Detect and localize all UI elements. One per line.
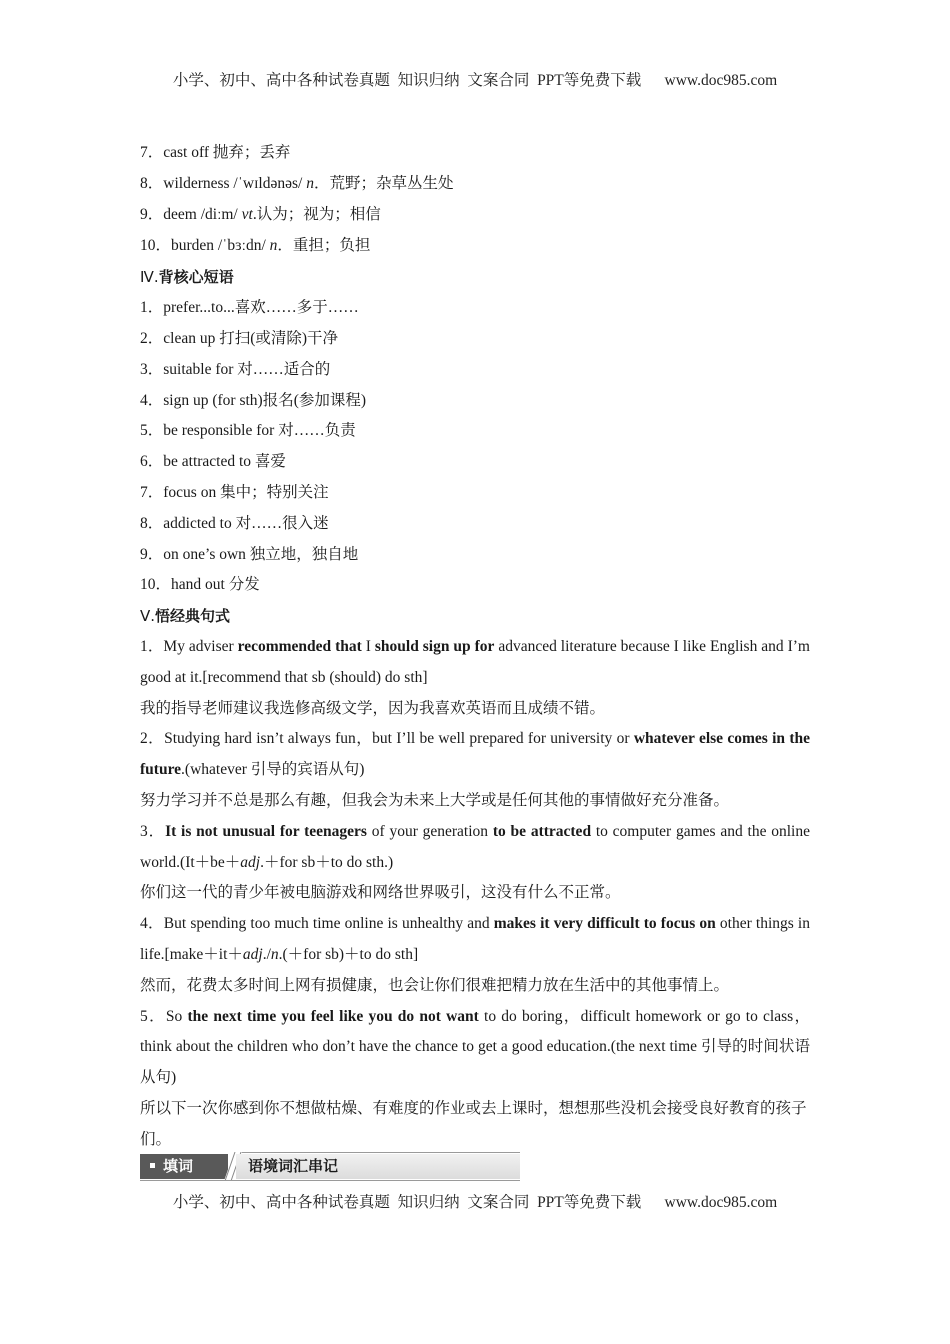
phrase-item: 6．be attracted to 喜爱 [140,453,286,471]
phrase-item: 2．clean up 打扫(或清除)干净 [140,329,339,347]
banner-rule [236,1152,520,1153]
phrase-item: 8．addicted to 对……很入迷 [140,514,329,532]
phrase-item: 7．focus on 集中；特别关注 [140,483,329,501]
sentence-5-english: 5．So the next time you feel like you do not want to do boring，difficult homework or go to class，think about the children who don’t have the chance to get a good education.(the next time 引导的时间状语从句) [140,1007,810,1087]
sentence-4-english: 4．But spending too much time online is unhealthy and makes it very difficult to focus on other things in life.[make＋it＋adj./n.(＋for sb)＋to do sth] [140,915,810,963]
vocab-item: 9．deem /diːm/ vt.认为；视为；相信 [140,205,381,223]
phrase-item: 4．sign up (for sth)报名(参加课程) [140,391,367,409]
sentence-4-translation: 然而，花费太多时间上网有损健康，也会让你们很难把精力放在生活中的其他事情上。 [140,976,730,994]
phrase-item: 10．hand out 分发 [140,576,260,594]
section-banner [140,1152,520,1181]
sentence-1-english: 1．My adviser recommended that I should sign up for advanced literature because I like English and I’m good at it.[recommend that sb (should) do sth] [140,637,810,686]
sentence-2-english: 2．Studying hard isn’t always fun，but I’ll be well prepared for university or whatever else comes in the future.(whatever 引导的宾语从句) [140,730,810,779]
page-header: 小学、初中、高中各种试卷真题 知识归纳 文案合同 PPT等免费下载 www.doc985.com [172,72,778,89]
sentence-1-translation: 我的指导老师建议我选修高级文学，因为我喜欢英语而且成绩不错。 [140,699,606,717]
section-heading-phrases: Ⅳ.背核心短语 [140,268,234,287]
banner-label-light: 语境词汇串记 [236,1154,520,1179]
square-bullet-icon [150,1163,155,1168]
banner-rule [140,1180,520,1181]
vocab-item: 7．cast off 抛弃；丢弃 [140,144,291,161]
vocab-item: 10．burden /ˈbɜːdn/ n．重担；负担 [140,237,371,255]
document-body [140,138,810,1156]
phrase-item: 9．on one’s own 独立地，独自地 [140,545,359,563]
sentence-3-translation: 你们这一代的青少年被电脑游戏和网络世界吸引，这没有什么不正常。 [140,884,621,902]
phrase-item: 1．prefer...to...喜欢……多于…… [140,299,359,317]
sentence-5-translation: 所以下一次你感到你不想做枯燥、有难度的作业或去上课时，想想那些没机会接受良好教育的孩子们。 [140,1099,807,1148]
sentence-3-english: 3．It is not unusual for teenagers of your generation to be attracted to computer games and the online world.(It＋be＋adj.＋for sb＋to do sth.) [140,822,810,871]
vocab-item: 8．wilderness /ˈwɪldənəs/ n．荒野；杂草丛生处 [140,174,454,192]
phrase-item: 5．be responsible for 对……负责 [140,422,356,440]
sentence-2-translation: 努力学习并不总是那么有趣，但我会为未来上大学或是任何其他的事情做好充分准备。 [140,791,730,809]
page-footer: 小学、初中、高中各种试卷真题 知识归纳 文案合同 PPT等免费下载 www.doc985.com [172,1194,778,1211]
phrase-item: 3．suitable for 对……适合的 [140,360,331,378]
banner-label-dark: 填词 [140,1154,228,1179]
section-heading-sentences: Ⅴ.悟经典句式 [140,607,231,626]
